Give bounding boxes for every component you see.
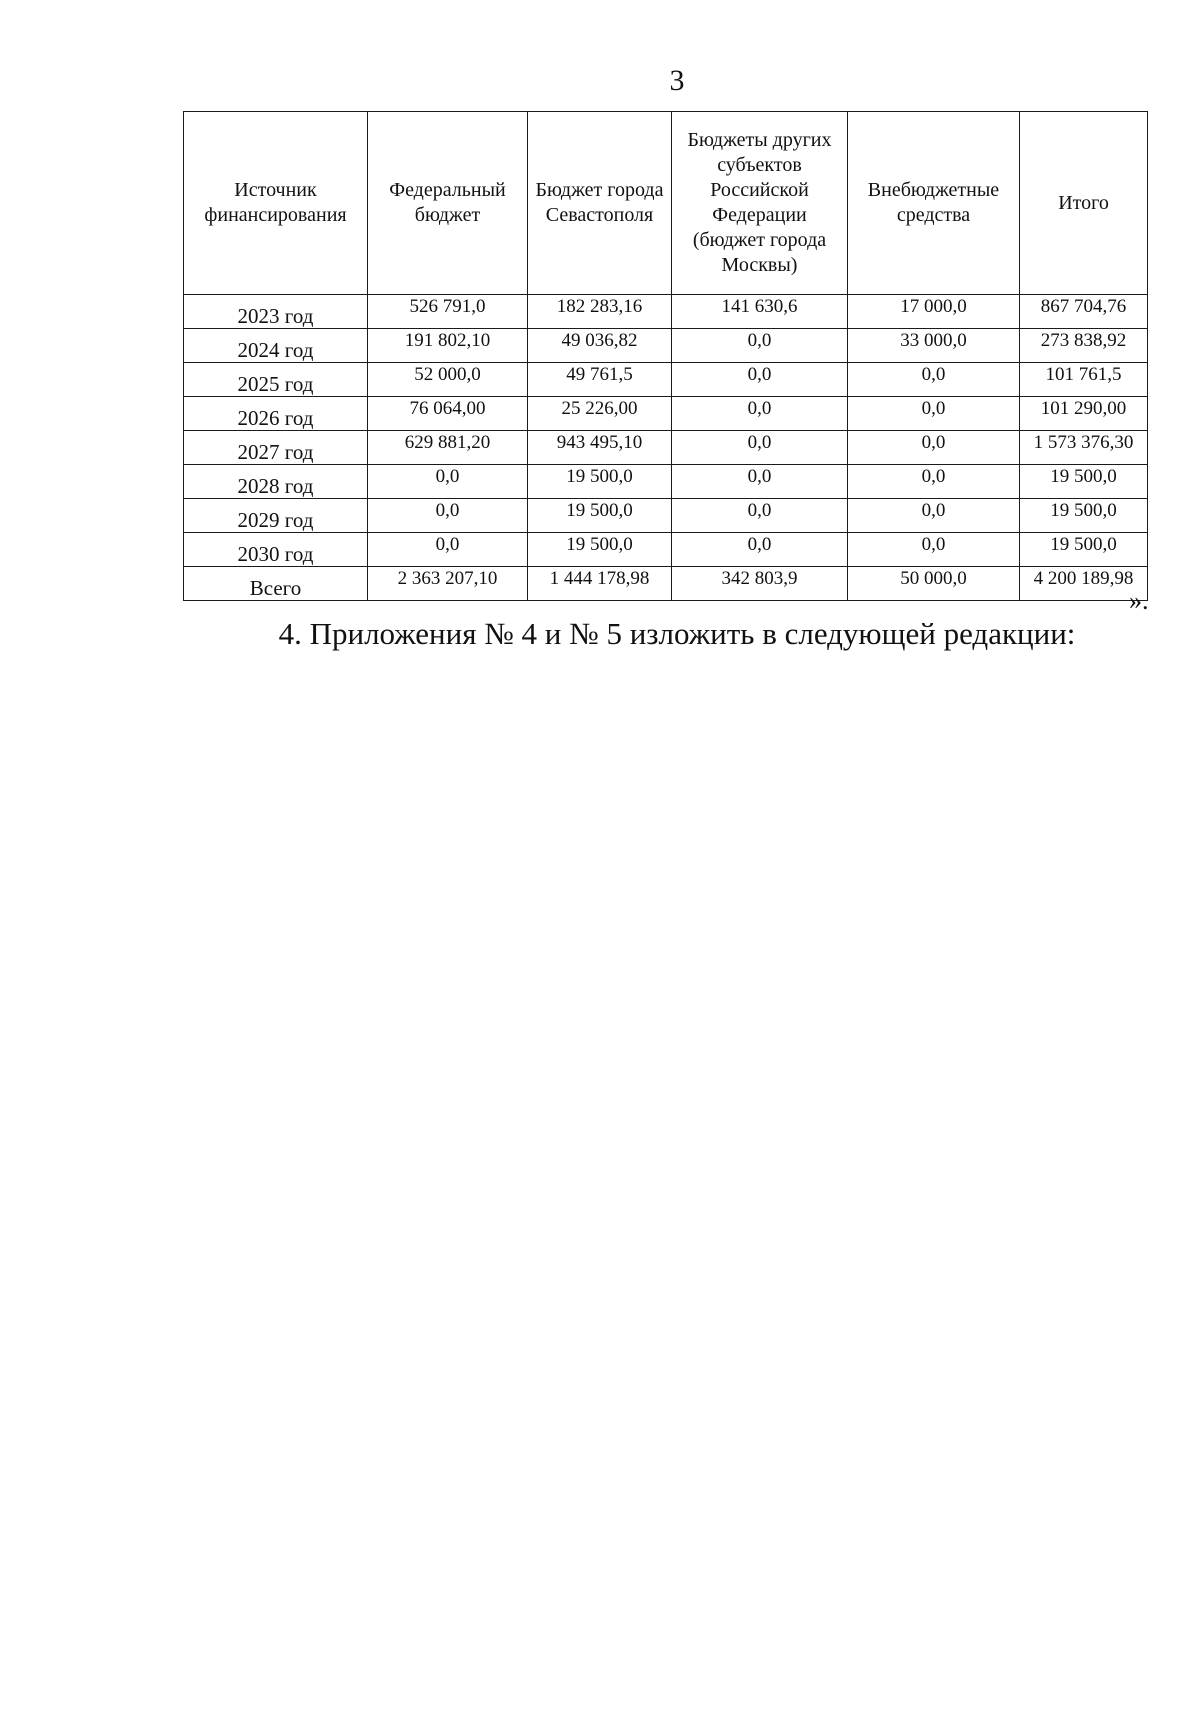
row-label-cell: 2027 год: [184, 431, 368, 465]
table-row: [184, 295, 1148, 329]
value-cell: 0,0: [368, 499, 528, 533]
header-other-subjects-budget: Бюджеты других субъектов Российской Федерации (бюджет города Москвы): [672, 112, 848, 295]
row-label-cell: 2028 год: [184, 465, 368, 499]
table-row: [184, 397, 1148, 431]
value-cell: 49 761,5: [528, 363, 672, 397]
value-cell: 19 500,0: [1020, 465, 1148, 499]
value-cell: 0,0: [672, 329, 848, 363]
value-cell: 4 200 189,98: [1020, 567, 1148, 601]
value-cell: 0,0: [672, 533, 848, 567]
value-cell: 0,0: [368, 533, 528, 567]
row-label-cell: 2024 год: [184, 329, 368, 363]
instruction-paragraph: 4. Приложения № 4 и № 5 изложить в следующей редакции:: [278, 616, 1076, 651]
value-cell: 2 363 207,10: [368, 567, 528, 601]
value-cell: 0,0: [672, 499, 848, 533]
value-cell: 867 704,76: [1020, 295, 1148, 329]
header-total: Итого: [1020, 112, 1148, 295]
value-cell: 0,0: [848, 465, 1020, 499]
table-row: [184, 363, 1148, 397]
table-body: [184, 295, 1148, 601]
value-cell: 273 838,92: [1020, 329, 1148, 363]
value-cell: 526 791,0: [368, 295, 528, 329]
table-row: [184, 465, 1148, 499]
value-cell: 0,0: [848, 499, 1020, 533]
value-cell: 50 000,0: [848, 567, 1020, 601]
value-cell: 25 226,00: [528, 397, 672, 431]
header-source: Источник финансирования: [184, 112, 368, 295]
value-cell: 0,0: [672, 363, 848, 397]
value-cell: 19 500,0: [1020, 533, 1148, 567]
value-cell: 52 000,0: [368, 363, 528, 397]
value-cell: 1 444 178,98: [528, 567, 672, 601]
table-row: [184, 431, 1148, 465]
header-sevastopol-budget: Бюджет города Севастополя: [528, 112, 672, 295]
value-cell: 19 500,0: [1020, 499, 1148, 533]
value-cell: 101 290,00: [1020, 397, 1148, 431]
row-label-cell: 2030 год: [184, 533, 368, 567]
value-cell: 0,0: [672, 431, 848, 465]
value-cell: 0,0: [848, 363, 1020, 397]
value-cell: 1 573 376,30: [1020, 431, 1148, 465]
row-label-cell: 2023 год: [184, 295, 368, 329]
value-cell: 191 802,10: [368, 329, 528, 363]
table-row: [184, 533, 1148, 567]
value-cell: 0,0: [672, 397, 848, 431]
table-header-row: [184, 112, 1148, 295]
financing-table-container: [183, 111, 1147, 601]
row-label-cell: Всего: [184, 567, 368, 601]
header-extrabudgetary: Внебюджетные средства: [848, 112, 1020, 295]
value-cell: 19 500,0: [528, 533, 672, 567]
table-row: [184, 329, 1148, 363]
value-cell: 0,0: [848, 397, 1020, 431]
value-cell: 943 495,10: [528, 431, 672, 465]
value-cell: 49 036,82: [528, 329, 672, 363]
value-cell: 19 500,0: [528, 499, 672, 533]
value-cell: 182 283,16: [528, 295, 672, 329]
value-cell: 0,0: [848, 431, 1020, 465]
row-label-cell: 2025 год: [184, 363, 368, 397]
table-row: [184, 567, 1148, 601]
financing-table: [183, 111, 1148, 601]
value-cell: 17 000,0: [848, 295, 1020, 329]
table-row: [184, 499, 1148, 533]
row-label-cell: 2026 год: [184, 397, 368, 431]
page-number: 3: [669, 64, 685, 97]
header-federal-budget: Федеральный бюджет: [368, 112, 528, 295]
value-cell: 0,0: [848, 533, 1020, 567]
value-cell: 101 761,5: [1020, 363, 1148, 397]
value-cell: 0,0: [368, 465, 528, 499]
value-cell: 141 630,6: [672, 295, 848, 329]
closing-quote: ».: [1129, 586, 1149, 615]
value-cell: 19 500,0: [528, 465, 672, 499]
value-cell: 629 881,20: [368, 431, 528, 465]
value-cell: 0,0: [672, 465, 848, 499]
value-cell: 76 064,00: [368, 397, 528, 431]
value-cell: 342 803,9: [672, 567, 848, 601]
row-label-cell: 2029 год: [184, 499, 368, 533]
value-cell: 33 000,0: [848, 329, 1020, 363]
